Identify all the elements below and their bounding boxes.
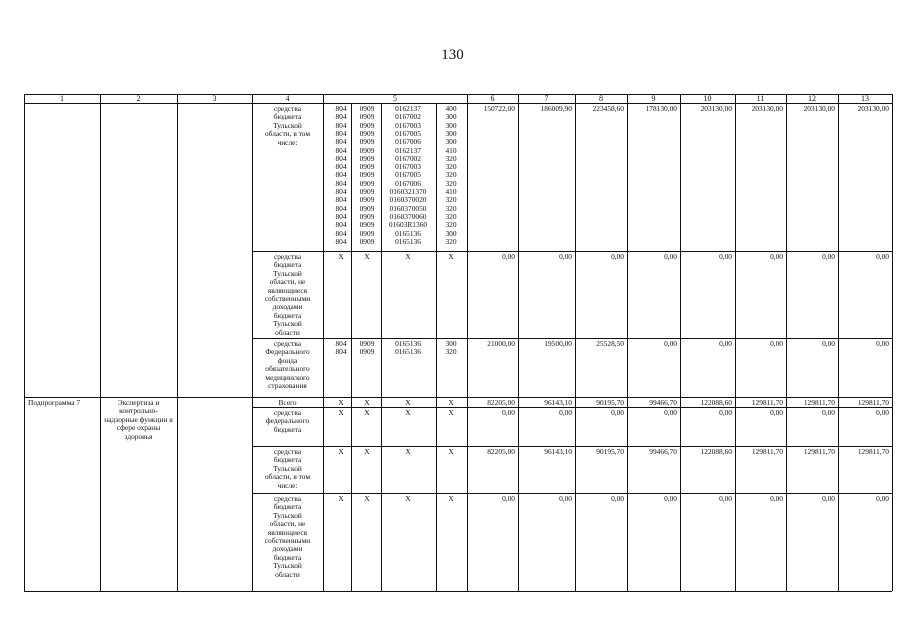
header-cell-11: 11	[756, 94, 765, 103]
funding-source-line: являющиеся	[267, 285, 308, 295]
budget-code: 410	[445, 187, 457, 196]
value-cell: 0,00	[664, 339, 677, 348]
budget-code: 0165136	[395, 228, 421, 238]
value-cell: 186009,90	[540, 104, 572, 113]
funding-source-line: бюджета	[273, 112, 302, 122]
budget-code: 0909	[359, 228, 375, 238]
table-rule	[436, 103, 437, 591]
header-cell-5: 5	[393, 94, 397, 103]
budget-code: 0167003	[395, 162, 421, 172]
value-cell: 203130,00	[700, 104, 732, 113]
header-cell-8: 8	[599, 94, 603, 103]
value-cell: 203130,00	[803, 104, 835, 113]
budget-code: 320	[445, 162, 457, 172]
budget-code: 804	[335, 347, 347, 357]
budget-code: 0165136	[395, 339, 421, 348]
budget-code: 0909	[359, 220, 375, 230]
header-cell-2: 2	[136, 94, 141, 103]
budget-code: X	[338, 408, 344, 417]
value-cell: 0,00	[770, 339, 783, 348]
budget-code: X	[448, 494, 454, 503]
value-cell: 0,00	[770, 408, 783, 417]
budget-code: X	[405, 398, 411, 407]
funding-source-line: средства	[273, 252, 302, 261]
budget-code: 804	[335, 137, 347, 147]
program-name: Подпрограмма 7	[28, 398, 81, 407]
funding-source-line: страхования	[268, 381, 307, 390]
budget-code: X	[405, 447, 411, 456]
funding-source-line: доходами	[272, 302, 303, 312]
budget-code: 804	[335, 112, 347, 122]
budget-code: 0160321370	[389, 187, 427, 196]
budget-code: 320	[445, 178, 457, 188]
budget-code: 0909	[359, 162, 375, 172]
value-cell: 122088,60	[700, 447, 732, 456]
funding-source-line: Федерального	[265, 347, 310, 357]
value-cell: 21000,00	[487, 339, 515, 348]
funding-source-line: бюджета	[273, 455, 302, 465]
budget-code: 0160370020	[389, 195, 427, 205]
header-cell-7: 7	[544, 94, 549, 103]
table-rule	[323, 94, 324, 591]
funding-source-line: средства	[273, 104, 302, 113]
header-cell-10: 10	[703, 94, 712, 103]
header-cell-6: 6	[490, 94, 495, 103]
budget-code: 0167003	[395, 120, 421, 130]
value-cell: 0,00	[664, 408, 677, 417]
budget-code: 0167002	[395, 153, 421, 163]
budget-code: X	[364, 408, 370, 417]
funding-source-line: Тульской	[273, 268, 302, 278]
budget-code: 300	[445, 112, 457, 122]
value-cell: 0,00	[822, 252, 835, 261]
program-title-line: контрольно-	[119, 406, 158, 416]
funding-source-line: средства	[273, 494, 302, 503]
budget-code: 300	[445, 120, 457, 130]
budget-code: 0909	[359, 170, 375, 180]
value-cell: 0,00	[502, 252, 515, 261]
value-cell: 0,00	[559, 252, 572, 261]
value-cell: 223458,60	[592, 104, 624, 113]
funding-source-line: Тульской	[273, 510, 302, 520]
budget-code: 0167002	[395, 112, 421, 122]
table-rule	[252, 251, 892, 252]
budget-code: 804	[335, 339, 347, 348]
budget-code: 400	[445, 104, 457, 113]
program-title-line: надзорные функции в	[104, 414, 173, 424]
budget-code: 804	[335, 228, 347, 238]
budget-code: 804	[335, 211, 347, 221]
budget-code: X	[405, 252, 411, 261]
value-cell: 90195,70	[596, 447, 624, 456]
budget-code: 0167005	[395, 170, 421, 180]
budget-code: 804	[335, 170, 347, 180]
value-cell: 0,00	[876, 408, 889, 417]
table-rule	[252, 446, 892, 447]
budget-code: 0165136	[395, 236, 421, 246]
header-cell-1: 1	[60, 94, 64, 103]
funding-source-line: бюджета	[273, 260, 302, 270]
budget-code: 0909	[359, 339, 375, 348]
budget-code: 0167006	[395, 178, 421, 188]
value-cell: 96143,10	[544, 447, 572, 456]
budget-code: 0909	[359, 195, 375, 205]
funding-source-line: являющиеся	[267, 527, 308, 537]
budget-code: X	[405, 494, 411, 503]
budget-code: 0909	[359, 187, 375, 196]
funding-source-line: федерального	[265, 416, 310, 426]
budget-code: 320	[445, 236, 457, 246]
budget-code: 0909	[359, 137, 375, 147]
budget-code: 300	[445, 128, 457, 138]
value-cell: 122088,60	[700, 398, 732, 407]
funding-source-line: бюджета	[273, 310, 302, 320]
value-cell: 82205,00	[487, 447, 515, 456]
value-cell: 0,00	[719, 408, 732, 417]
table-rule	[252, 493, 892, 494]
budget-code: 804	[335, 236, 347, 246]
value-cell: 90195,70	[596, 398, 624, 407]
value-cell: 0,00	[559, 494, 572, 503]
value-cell: 96143,10	[544, 398, 572, 407]
budget-code: 0165136	[395, 347, 421, 357]
value-cell: 99466,70	[649, 398, 677, 407]
value-cell: 0,00	[502, 408, 515, 417]
funding-source-line: области, не	[269, 519, 306, 529]
value-cell: 0,00	[822, 339, 835, 348]
budget-code: 0909	[359, 178, 375, 188]
budget-code: 410	[445, 145, 457, 155]
value-cell: 0,00	[502, 494, 515, 503]
budget-code: 0909	[359, 347, 375, 357]
funding-source-line: медицинского	[265, 372, 310, 382]
budget-code: X	[448, 447, 454, 456]
budget-code: 320	[445, 203, 457, 213]
header-cell-4: 4	[285, 94, 290, 103]
value-cell: 0,00	[822, 494, 835, 503]
value-cell: 0,00	[664, 494, 677, 503]
budget-code: 320	[445, 220, 457, 230]
table-rule	[24, 591, 892, 592]
budget-code: X	[364, 447, 370, 456]
header-cell-13: 13	[861, 94, 869, 103]
table-rule	[381, 103, 382, 591]
funding-source-line: собственными	[264, 294, 311, 303]
value-cell: 129811,70	[751, 398, 783, 407]
budget-code: 804	[335, 178, 347, 188]
funding-source-line: Тульской	[273, 561, 302, 571]
budget-code: X	[364, 252, 370, 261]
value-cell: 0,00	[876, 494, 889, 503]
value-cell: 129811,70	[857, 447, 889, 456]
budget-code: 804	[335, 187, 347, 196]
budget-code: 320	[445, 195, 457, 205]
value-cell: 19500,00	[544, 339, 572, 348]
value-cell: 0,00	[611, 252, 624, 261]
budget-code: 320	[445, 170, 457, 180]
funding-source-line: числе:	[277, 137, 298, 147]
budget-code: X	[338, 398, 344, 407]
budget-code: 0160370050	[389, 203, 427, 213]
value-cell: 0,00	[719, 339, 732, 348]
budget-code: 804	[335, 128, 347, 138]
value-cell: 129811,70	[803, 398, 835, 407]
budget-code: 300	[445, 339, 457, 348]
budget-code: 804	[335, 145, 347, 155]
budget-code: 320	[445, 211, 457, 221]
budget-code: 320	[445, 347, 457, 357]
header-cell-3: 3	[212, 94, 217, 103]
table-rule	[24, 94, 25, 591]
budget-code: X	[448, 252, 454, 261]
value-cell: 129811,70	[751, 447, 783, 456]
budget-code: 0167005	[395, 128, 421, 138]
value-cell: 203130,00	[751, 104, 783, 113]
value-cell: 0,00	[611, 494, 624, 503]
program-title-line: Экспертиза и	[117, 398, 160, 407]
funding-source-line: Всего	[278, 398, 297, 407]
budget-code: 0909	[359, 128, 375, 138]
value-cell: 0,00	[611, 408, 624, 417]
value-cell: 0,00	[876, 252, 889, 261]
funding-source-line: области, в том	[264, 472, 311, 482]
funding-source-line: фонда	[277, 355, 298, 365]
budget-code: X	[364, 494, 370, 503]
funding-source-line: доходами	[272, 544, 303, 554]
funding-source-line: бюджета	[273, 552, 302, 562]
budget-code: 0909	[359, 112, 375, 122]
budget-code: 0167006	[395, 137, 421, 147]
table-rule	[892, 94, 893, 591]
budget-code: 804	[335, 120, 347, 130]
budget-code: X	[338, 494, 344, 503]
header-cell-9: 9	[651, 94, 656, 103]
page-number: 130	[441, 47, 464, 63]
budget-code: X	[448, 398, 454, 407]
program-title-line: сфере охраны	[116, 423, 161, 433]
funding-source-line: средства	[273, 339, 302, 348]
budget-code: 01603R1360	[388, 220, 428, 230]
value-cell: 0,00	[664, 252, 677, 261]
value-cell: 0,00	[876, 339, 889, 348]
value-cell: 178130,00	[645, 104, 677, 113]
table-rule	[177, 94, 178, 591]
budget-code: X	[338, 447, 344, 456]
funding-source-line: Тульской	[273, 463, 302, 473]
value-cell: 129811,70	[857, 398, 889, 407]
budget-code: 320	[445, 153, 457, 163]
funding-source-line: области	[275, 327, 300, 337]
budget-code: 804	[335, 195, 347, 205]
value-cell: 0,00	[770, 252, 783, 261]
budget-code: 804	[335, 153, 347, 163]
program-title-line: здоровья	[124, 431, 153, 441]
budget-code: 0909	[359, 120, 375, 130]
table-rule	[100, 94, 101, 591]
value-cell: 0,00	[822, 408, 835, 417]
budget-code: 0162137	[395, 104, 421, 113]
budget-code: 0160370060	[389, 211, 427, 221]
header-cell-12: 12	[808, 94, 816, 103]
funding-source-line: области, не	[269, 277, 306, 287]
funding-source-line: бюджета	[273, 424, 302, 434]
funding-source-line: Тульской	[273, 319, 302, 329]
budget-code: 0909	[359, 236, 375, 246]
budget-code: X	[338, 252, 344, 261]
budget-code: 0162137	[395, 145, 421, 155]
funding-source-line: числе:	[277, 480, 298, 490]
budget-code: 0909	[359, 104, 375, 113]
budget-code: 0909	[359, 211, 375, 221]
value-cell: 0,00	[559, 408, 572, 417]
funding-source-line: средства	[273, 408, 302, 417]
value-cell: 0,00	[719, 494, 732, 503]
budget-code: 300	[445, 137, 457, 147]
budget-code: 804	[335, 162, 347, 172]
funding-source-line: средства	[273, 447, 302, 456]
budget-code: 0909	[359, 145, 375, 155]
value-cell: 150722,00	[483, 104, 515, 113]
funding-source-line: собственными	[264, 536, 311, 545]
funding-source-line: обязательного	[265, 364, 310, 374]
funding-source-line: Тульской	[273, 120, 302, 130]
value-cell: 129811,70	[803, 447, 835, 456]
budget-code: 300	[445, 228, 457, 238]
funding-source-line: области, в том	[264, 129, 311, 139]
value-cell: 25528,50	[596, 339, 624, 348]
budget-code: 0909	[359, 203, 375, 213]
table-rule	[252, 338, 892, 339]
funding-source-line: области	[275, 569, 300, 579]
budget-code: X	[448, 408, 454, 417]
value-cell: 99466,70	[649, 447, 677, 456]
table-rule	[351, 103, 352, 591]
value-cell: 203130,00	[857, 104, 889, 113]
value-cell: 0,00	[719, 252, 732, 261]
budget-code: 804	[335, 104, 347, 113]
funding-source-line: бюджета	[273, 502, 302, 512]
budget-code: 804	[335, 220, 347, 230]
budget-code: 804	[335, 203, 347, 213]
budget-code: X	[364, 398, 370, 407]
value-cell: 82205,00	[487, 398, 515, 407]
budget-code: 0909	[359, 153, 375, 163]
budget-code: X	[405, 408, 411, 417]
value-cell: 0,00	[770, 494, 783, 503]
